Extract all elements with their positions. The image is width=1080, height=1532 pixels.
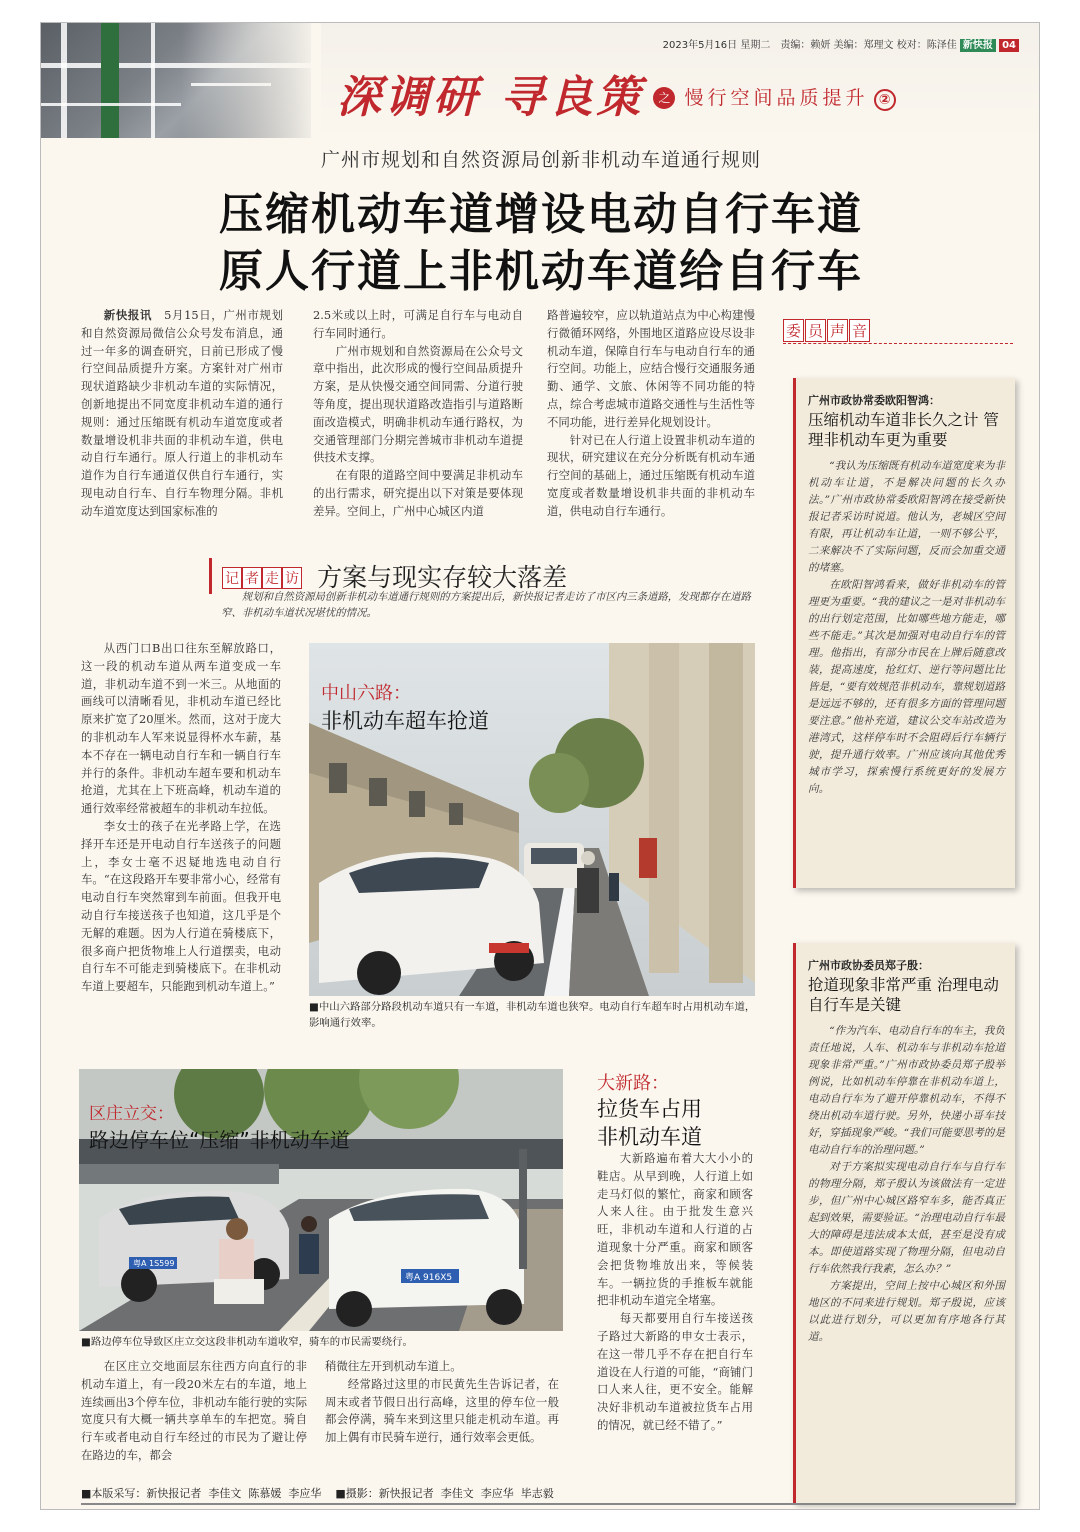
- date-editors: 2023年5月16日 星期二 责编：赖妍 美编：郑理文 校对：陈泽佳: [662, 40, 957, 51]
- tag-char: 委: [783, 319, 804, 342]
- lead-col2-p3: 在有限的道路空间中要满足非机动车的出行需求，研究提出以下对策是要体现差异。空间上，广州中心城区内道: [313, 468, 523, 518]
- section-title: 方案与现实存较大落差: [317, 563, 568, 592]
- headline-line-2: 原人行道上非机动车道给自行车: [219, 246, 863, 297]
- committee-panel-1: [793, 378, 1015, 888]
- article-paragraph: 经常路过这里的市民黄先生告诉记者，在周末或者节假日出行高峰，这里的停车位一般都会停满，骑车来到这里只能走机动车道。再加上偶有市民骑车逆行，通行效率会更低。: [325, 1376, 559, 1445]
- byline: 新快报讯: [103, 308, 153, 322]
- series-subtitle: 慢行空间品质提升: [684, 87, 869, 109]
- photo-place: 中山六路：: [321, 683, 411, 704]
- lead-column-3: [547, 307, 755, 521]
- series-banner: [337, 61, 896, 125]
- tag-char: 记: [222, 567, 242, 589]
- ouzhuang-column-2: [325, 1358, 559, 1447]
- daxin-road-title: [597, 1069, 757, 1151]
- panel-paragraph: 在欧阳智鸿看来，做好非机动车的管理更为重要。“我的建议之一是对非机动车的出行划定范围，比如哪些地方能走，哪些不能走。”其次是加强对电动自行车的管理。他指出，有部分市民在上牌后随意改装，提高速度，抢红灯、逆行等问题比比皆是，“要有效规范非机动车，靠规划道路是远远不够的，还有很多方面的管理问题要注意。”他补充道，建议公交车站改造为港湾式，这样停车时不会阻碍后行车辆行驶，提升通行效率。广州应该向其他优秀城市学习，探索慢行系统更好的发展方向。: [808, 579, 1005, 795]
- section-title-line-1: 拉货车占用: [597, 1097, 702, 1121]
- series-zhi-badge: 之: [653, 87, 675, 109]
- panel-paragraph: “我认为压缩既有机动车道宽度来为非机动车让道，不是解决问题的长久办法。”广州市政协常委欧阳智鸿在接受新快报记者采访时说道。他认为，老城区空间有限，再让机动车让道，一则不够公平，二来解决不了实际问题，反而会加重交通的堵塞。: [808, 460, 1005, 574]
- divider: [783, 343, 1013, 344]
- photo-title: 路边停车位“压缩”非机动车道: [89, 1128, 350, 1152]
- newspaper-page: [40, 22, 1040, 1510]
- lead-col3-p2: 针对已在人行道上设置非机动车道的现状，研究建议在充分分析既有机动车通行空间的基础上，通过压缩既有机动车道宽度或者数量增设机非共面的非机动车道，供电动自行车通行。: [547, 432, 755, 518]
- headline-line-1: 压缩机动车道增设电动自行车道: [219, 189, 863, 240]
- panel-body: [796, 1023, 1015, 1356]
- series-calligraphy: 深调研 寻良策: [337, 72, 645, 123]
- brand-badge: 新快报: [960, 39, 996, 52]
- license-plate-2: 粤A 916X5: [405, 1273, 453, 1283]
- panel-title: 压缩机动车道非长久之计 管理非机动车更为重要: [808, 411, 999, 449]
- section-place: 大新路：: [597, 1073, 669, 1094]
- panel-paragraph: 方案提出，空间上按中心城区和外围地区的不同来进行规划。郑子殷说，应该以此进行划分，可以更加有序地各行其道。: [808, 1280, 1005, 1343]
- masthead: [41, 23, 1040, 138]
- tag-char: 声: [827, 319, 848, 342]
- photo-title: 非机动车超车抢道: [321, 709, 489, 733]
- lead-column-2: [313, 307, 523, 521]
- series-number: ②: [874, 89, 896, 111]
- tag-char: 音: [849, 319, 870, 342]
- article-paragraph: 在区庄立交地面层东往西方向直行的非机动车道上，有一段20米左右的车道，地上连续画出3个停车位，非机动车能行驶的实际宽度只有大概一辆共享单车的车把宽。骑自行车或者电动自行车经过的市民为了避让停在路边的车，都会: [81, 1359, 307, 1462]
- section-intro: 规划和自然资源局创新非机动车道通行规则的方案提出后，新快报记者走访了市区内三条道路，发现都存在道路窄、非机动车道状况堪忧的情况。: [221, 591, 751, 619]
- article-paragraph: 大新路遍布着大大小小的鞋店。从早到晚，人行道上如走马灯似的繁忙，商家和顾客人来人往。由于批发生意兴旺，非机动车道和人行道的占道现象十分严重。商家和顾客会把货物堆放出来，等候装车。一辆拉货的手推板车就能把非机动车道完全堵塞。: [597, 1151, 753, 1308]
- panel-paragraph: 对于方案拟实现电动自行车与自行车的物理分隔，郑子殷认为该做法有一定进步，但广州中心城区路窄车多，能否真正起到效果，需要验证。“治理电动自行车最大的障碍是违法成本太低，甚至是没有成本。即使道路实现了物理分隔，但电动自行车依然我行我素，怎么办？”: [808, 1161, 1005, 1275]
- lead-col1-text: 5月15日，广州市规划和自然资源局微信公众号发布消息，通过一年多的调查研究，日前已形成了慢行空间品质提升方案。方案针对广州市现状道路缺少非机动车道的实际情况，创新地提出不同宽度非机动车道的通行规则：通过压缩既有机动车道宽度或者数量增设机非共面的非机动车道，供电动自行车通行。原人行道上的非机动车道作为自行车通道仅供自行车通行，实现电动自行车、自行车物理分隔。非机动车道宽度达到国家标准的: [81, 308, 283, 518]
- speaker-name: 广州市政协常委欧阳智鸿：: [808, 394, 940, 407]
- aerial-fade: [181, 23, 321, 138]
- ouzhuang-photo: [79, 1069, 563, 1331]
- visit-left-column: [81, 640, 281, 996]
- committee-voice-tag: [783, 319, 871, 342]
- lead-col2-p1: 2.5米或以上时，可满足自行车与电动自行车同时通行。: [313, 308, 523, 340]
- ouzhuang-column-1: [81, 1358, 307, 1465]
- license-plate-1: 粤A 1S599: [133, 1259, 175, 1268]
- tag-char: 者: [242, 567, 262, 589]
- article-paragraph: 从西门口B出口往东至解放路口，这一段的机动车道从两车道变成一车道，非机动车道不到一米三。从地面的画线可以清晰看见，非机动车道已经比原来扩宽了20厘米。然而，这对于庞大的非机动车人军来说显得杯水车薪，基本不存在一辆电动自行车和一辆自行车并行的条件。非机动车超车要和机动车抢道，尤其在上下班高峰，机动车道的通行效率经常被超车的非机动车拉低。: [81, 641, 281, 816]
- photo-label: [89, 1099, 350, 1153]
- lead-col2-p2: 广州市规划和自然资源局在公众号文章中指出，此次形成的慢行空间品质提升方案，是从快慢交通空间同需、分道行驶等角度，提出现状道路改造指引与道路断面改造模式，明确非机动车通行路权，为交通管理部门分期完善城市非机动车道提供技术支撑。: [313, 343, 523, 465]
- daxin-road-column: [597, 1150, 753, 1435]
- photo-label: [321, 679, 489, 735]
- kicker: 广州市规划和自然资源局创新非机动车道通行规则: [320, 149, 761, 171]
- photo-place: 区庄立交：: [89, 1104, 174, 1124]
- photo-caption: ■中山六路部分路段机动车道只有一车道，非机动车道也狭窄。电动自行车超车时占用机动车道，影响通行效率。: [309, 1001, 756, 1029]
- article-paragraph: 李女士的孩子在光孝路上学，在选择开车还是开电动自行车送孩子的问题上，李女士毫不迟疑地选电动自行车。“在这段路开车要非常小心，经常有电动自行车突然窜到车前面。但我开电动自行车接送孩子也知道，这几乎是个无解的难题。因为人行道在骑楼底下，很多商户把货物堆上人行道摆卖，电动自行车不可能走到骑楼底下。在非机动车道上要超车，只能跑到机动车道上。”: [81, 818, 281, 994]
- panel-body: [796, 458, 1015, 808]
- article-paragraph: 每天都要用自行车接送孩子路过大新路的申女士表示，在这一带几乎不存在把自行车道设在人行道的可能，“商铺门口人来人往，更不安全。能解决好非机动车道被拉货车占用的情况，就已经不错了。”: [597, 1311, 753, 1432]
- tag-char: 访: [282, 567, 302, 589]
- section-title-line-2: 非机动车道: [597, 1125, 702, 1149]
- bottom-divider: [81, 1503, 1016, 1505]
- tag-char: 员: [805, 319, 826, 342]
- photo-caption: ■路边停车位导致区庄立交这段非机动车道收窄，骑车的市民需要绕行。: [81, 1336, 413, 1348]
- date-line: [663, 36, 1019, 51]
- committee-panel-2: [793, 943, 1015, 1503]
- panel-title: 抢道现象非常严重 治理电动自行车是关键: [808, 976, 999, 1014]
- article-paragraph: 稍微往左开到机动车道上。: [325, 1359, 462, 1373]
- page-number: 04: [999, 39, 1019, 52]
- lead-column-1: [81, 307, 283, 521]
- credits-line: ■本版采写：新快报记者 李佳文 陈慕媛 李应华 ■摄影：新快报记者 李佳文 李应华 毕志毅: [81, 1487, 554, 1500]
- zhongshan-road-photo: [309, 643, 755, 996]
- tag-char: 走: [262, 567, 282, 589]
- panel-paragraph: “作为汽车、电动自行车的车主，我负责任地说，人车、机动车与非机动车抢道现象非常严重。”广州市政协委员郑子殷举例说，比如机动车停靠在非机动车道上，电动自行车为了避开停靠机动车，不得不绕出机动车道行驶。另外，快递小哥车技好，穿插现象严峻。“我们可能要思考的是电动自行车的治理问题。”: [808, 1025, 1005, 1156]
- reporter-visit-tag: [222, 568, 302, 587]
- lead-col3-p1: 路普遍较窄，应以轨道站点为中心构建慢行微循环网络，外围地区道路应设尽设非机动车道，保障自行车与电动自行车的通行空间。功能上，应结合慢行交通服务通勤、通学、文旅、休闲等不同功能的特点，综合考虑城市道路交通性与生活性等不同功能，进行差异化规划设计。: [547, 308, 755, 429]
- speaker-name: 广州市政协委员郑子殷：: [808, 959, 929, 972]
